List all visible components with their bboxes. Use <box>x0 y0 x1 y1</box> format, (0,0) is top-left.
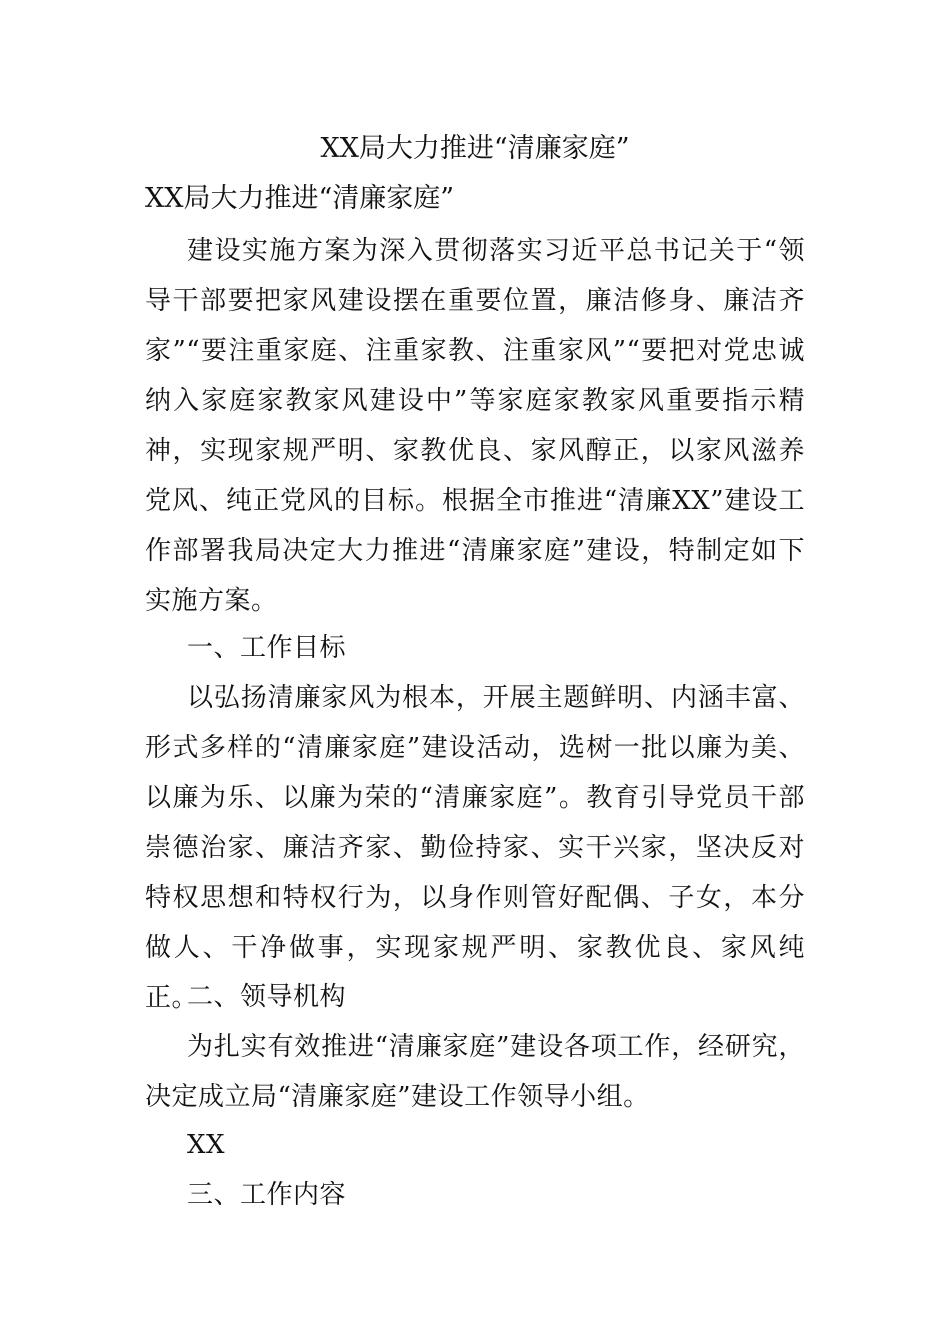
section-heading-goals: 一、工作目标 <box>187 633 347 663</box>
section-heading-leadership: 二、领导机构 <box>187 982 347 1012</box>
document-subtitle: XX局大力推进“清廉家庭” <box>145 183 455 214</box>
leadership-note: XX <box>187 1130 226 1160</box>
goals-paragraph: 以弘扬清廉家风为根本，开展主题鲜明、内涵丰富、形式多样的“清廉家庭”建设活动，选树一批以廉为美、以廉为乐、以廉为荣的“清廉家庭”。教育引导党员干部崇德治家、廉洁齐家、勤俭持家、实干兴家，坚决反对特权思想和特权行为，以身作则管好配偶、子女，本分做人、干净做事，实现家规严明、家教优良、家风纯正。 <box>145 683 805 1013</box>
intro-paragraph: 建设实施方案为深入贯彻落实习近平总书记关于“领导干部要把家风建设摆在重要位置，廉洁修身、廉洁齐家”“要注重家庭、注重家教、注重家风”“要把对党忠诚纳入家庭家教家风建设中”等家庭家教家风重要指示精神，实现家规严明、家教优良、家风醇正，以家风滋养党风、纯正党风的目标。根据全市推进“清廉XX”建设工作部署我局决定大力推进“清廉家庭”建设，特制定如下实施方案。 <box>145 236 805 616</box>
leadership-paragraph: 为扎实有效推进“清廉家庭”建设各项工作，经研究，决定成立局“清廉家庭”建设工作领导小组。 <box>145 1032 805 1112</box>
section-heading-content: 三、工作内容 <box>187 1180 347 1210</box>
document-title: XX局大力推进“清廉家庭” <box>320 133 630 164</box>
